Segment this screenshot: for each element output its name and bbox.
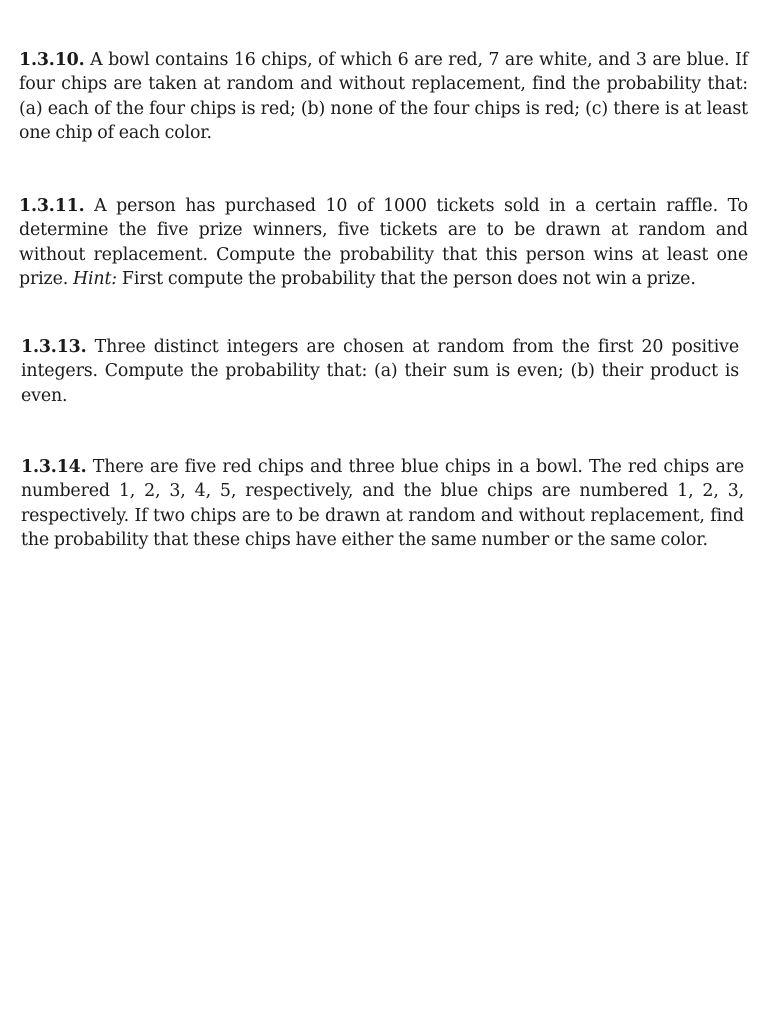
problem-text: A bowl contains 16 chips, of which 6 are red, 7 are white, and 3 are blue. If four chips are taken at random and without replacement, find the probability that: (a) each of the four chips is red; (b) none of the four chips is red; (c) there is at least one chip of each color. <box>19 50 748 144</box>
problem-1-3-10 <box>19 48 748 146</box>
problem-number: 1.3.14. <box>21 457 87 477</box>
problem-text: A person has purchased 10 of 1000 tickets sold in a certain raffle. To determine the five prize winners, five tickets are to be drawn at random and without replacement. Compute the probability that this person wins at least one prize. <box>19 196 748 290</box>
problem-number: 1.3.10. <box>19 50 85 70</box>
problem-number: 1.3.13. <box>21 337 87 357</box>
problem-1-3-14 <box>21 455 744 553</box>
problem-1-3-11 <box>19 194 748 292</box>
problem-1-3-13 <box>21 335 739 408</box>
hint-text: First compute the probability that the person does not win a prize. <box>121 269 696 290</box>
hint-label: Hint: <box>72 269 118 290</box>
problem-text: There are five red chips and three blue chips in a bowl. The red chips are numbered 1, 2, 3, 4, 5, respectively, and the blue chips are numbered 1, 2, 3, respectively. If two chips are to be drawn at random and without replacement, find the probability that these chips have either the same number or the same color. <box>21 457 744 551</box>
problem-text: Three distinct integers are chosen at random from the first 20 positive integers. Compute the probability that: (a) their sum is even; (b) their product is even. <box>21 337 739 406</box>
problem-number: 1.3.11. <box>19 196 85 216</box>
